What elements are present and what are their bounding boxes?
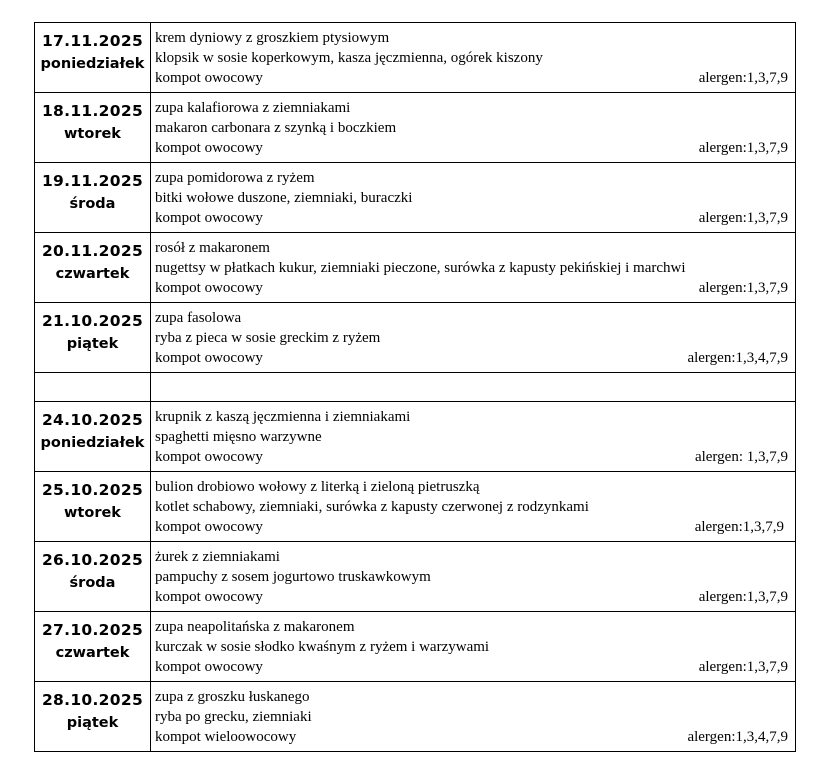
empty-cell <box>35 373 151 402</box>
main-dish-text: bitki wołowe duszone, ziemniaki, buraczki <box>155 190 413 206</box>
table-row <box>35 23 796 93</box>
drink-text: kompot wieloowocowy <box>155 729 297 745</box>
main-dish-text: kotlet schabowy, ziemniaki, surówka z kapusty czerwonej z rodzynkami <box>155 499 589 515</box>
table-row <box>35 303 796 373</box>
soup-text: zupa kalafiorowa z ziemniakami <box>155 100 351 116</box>
soup-text: zupa z groszku łuskanego <box>155 689 310 705</box>
allergen-text: alergen:1,3,7,9 <box>698 659 788 675</box>
table-row <box>35 542 796 612</box>
soup-text: zupa fasolowa <box>155 310 242 326</box>
drink-text: kompot owocowy <box>155 519 263 535</box>
soup-text: bulion drobiowo wołowy z literką i zieloną pietruszką <box>155 479 480 495</box>
meal-cell <box>151 93 796 163</box>
main-dish-text: kurczak w sosie słodko kwaśnym z ryżem i warzywami <box>155 639 490 655</box>
drink-text: kompot owocowy <box>155 659 263 675</box>
day-date: 19.11.2025 <box>41 172 144 190</box>
day-date: 25.10.2025 <box>41 481 144 499</box>
day-weekday: wtorek <box>64 505 121 521</box>
drink-text: kompot owocowy <box>155 449 263 465</box>
day-weekday: środa <box>69 196 116 212</box>
meal-cell <box>151 163 796 233</box>
date-cell <box>35 93 151 163</box>
table-row <box>35 402 796 472</box>
day-date: 18.11.2025 <box>41 102 144 120</box>
allergen-text: alergen:1,3,7,9 <box>694 519 784 535</box>
main-dish-text: makaron carbonara z szynką i boczkiem <box>155 120 397 136</box>
meal-cell <box>151 233 796 303</box>
separator-row <box>35 373 796 402</box>
date-cell <box>35 23 151 93</box>
date-cell <box>35 542 151 612</box>
table-row <box>35 472 796 542</box>
date-cell <box>35 612 151 682</box>
meal-cell <box>151 303 796 373</box>
day-weekday: poniedziałek <box>40 435 145 451</box>
drink-text: kompot owocowy <box>155 140 263 156</box>
drink-text: kompot owocowy <box>155 70 263 86</box>
soup-text: rosół z makaronem <box>155 240 270 256</box>
main-dish-text: ryba po grecku, ziemniaki <box>155 709 312 725</box>
soup-text: zupa neapolitańska z makaronem <box>155 619 355 635</box>
day-weekday: czwartek <box>55 266 130 282</box>
drink-text: kompot owocowy <box>155 280 263 296</box>
day-date: 21.10.2025 <box>41 312 144 330</box>
meal-cell <box>151 402 796 472</box>
table-row <box>35 682 796 752</box>
day-weekday: piątek <box>66 715 119 731</box>
day-weekday: poniedziałek <box>40 56 145 72</box>
main-dish-text: pampuchy z sosem jogurtowo truskawkowym <box>155 569 431 585</box>
day-date: 26.10.2025 <box>41 551 144 569</box>
allergen-text: alergen: 1,3,7,9 <box>694 449 788 465</box>
drink-text: kompot owocowy <box>155 210 263 226</box>
allergen-text: alergen:1,3,7,9 <box>698 589 788 605</box>
main-dish-text: spaghetti mięsno warzywne <box>155 429 322 445</box>
drink-text: kompot owocowy <box>155 350 263 366</box>
day-weekday: środa <box>69 575 116 591</box>
day-date: 24.10.2025 <box>41 411 144 429</box>
date-cell <box>35 233 151 303</box>
date-cell <box>35 402 151 472</box>
soup-text: krupnik z kaszą jęczmienna i ziemniakami <box>155 409 411 425</box>
main-dish-text: nugettsy w płatkach kukur, ziemniaki pieczone, surówka z kapusty pekińskiej i marchwi <box>155 260 686 276</box>
day-date: 28.10.2025 <box>41 691 144 709</box>
allergen-text: alergen:1,3,4,7,9 <box>687 350 788 366</box>
day-weekday: piątek <box>66 336 119 352</box>
drink-text: kompot owocowy <box>155 589 263 605</box>
day-weekday: czwartek <box>55 645 130 661</box>
menu-table <box>34 22 796 752</box>
allergen-text: alergen:1,3,7,9 <box>698 140 788 156</box>
day-weekday: wtorek <box>64 126 121 142</box>
meal-cell <box>151 682 796 752</box>
soup-text: zupa pomidorowa z ryżem <box>155 170 315 186</box>
main-dish-text: ryba z pieca w sosie greckim z ryżem <box>155 330 381 346</box>
allergen-text: alergen:1,3,4,7,9 <box>687 729 788 745</box>
empty-cell <box>151 373 796 402</box>
day-date: 27.10.2025 <box>41 621 144 639</box>
allergen-text: alergen:1,3,7,9 <box>698 210 788 226</box>
meal-cell <box>151 23 796 93</box>
date-cell <box>35 472 151 542</box>
table-row <box>35 612 796 682</box>
table-row <box>35 233 796 303</box>
date-cell <box>35 303 151 373</box>
meal-cell <box>151 612 796 682</box>
date-cell <box>35 163 151 233</box>
meal-cell <box>151 542 796 612</box>
day-date: 17.11.2025 <box>41 32 144 50</box>
date-cell <box>35 682 151 752</box>
soup-text: krem dyniowy z groszkiem ptysiowym <box>155 30 390 46</box>
allergen-text: alergen:1,3,7,9 <box>698 70 788 86</box>
table-row <box>35 163 796 233</box>
allergen-text: alergen:1,3,7,9 <box>698 280 788 296</box>
table-row <box>35 93 796 163</box>
day-date: 20.11.2025 <box>41 242 144 260</box>
meal-cell <box>151 472 796 542</box>
soup-text: żurek z ziemniakami <box>155 549 280 565</box>
main-dish-text: klopsik w sosie koperkowym, kasza jęczmienna, ogórek kiszony <box>155 50 543 66</box>
